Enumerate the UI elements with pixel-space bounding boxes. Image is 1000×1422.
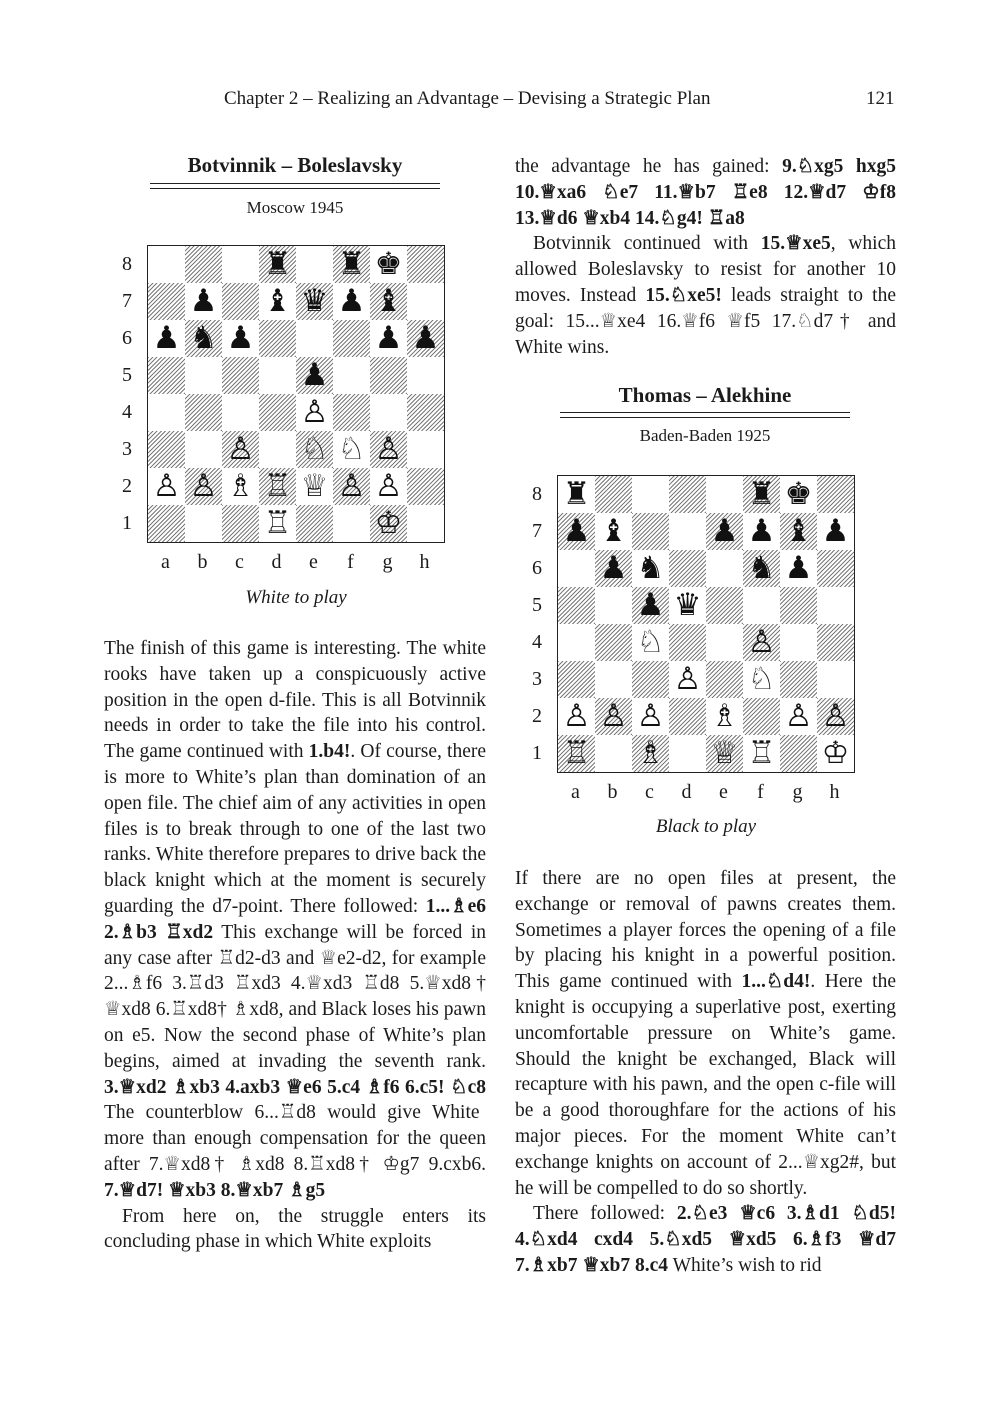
square-g5 — [780, 587, 817, 624]
text-run: There followed: — [533, 1203, 677, 1225]
rank-label: 6 — [122, 327, 132, 349]
piece-glyph: ♟ — [784, 550, 813, 586]
square-b3 — [595, 661, 632, 698]
move-notation: 3.♕xd2 ♗xb3 4.axb3 ♕e6 5.c4 ♗f6 6.c5! ♘c8 — [104, 1076, 486, 1098]
piece-d7 — [259, 283, 296, 320]
piece-g6 — [780, 550, 817, 587]
square-d8 — [669, 476, 706, 513]
square-c4 — [222, 394, 259, 431]
square-a1 — [148, 505, 185, 542]
file-label: f — [347, 551, 354, 573]
file-label: a — [161, 551, 170, 573]
square-d5 — [259, 357, 296, 394]
piece-h2 — [817, 698, 854, 735]
file-label: d — [681, 781, 692, 803]
piece-f7 — [333, 283, 370, 320]
piece-a7 — [558, 513, 595, 550]
piece-a8 — [558, 476, 595, 513]
piece-glyph: ♖ — [562, 735, 591, 771]
file-label: c — [235, 551, 244, 573]
piece-glyph: ♛ — [673, 587, 702, 623]
piece-glyph: ♗ — [636, 735, 665, 771]
piece-b7 — [595, 513, 632, 550]
rank-label: 3 — [532, 668, 542, 690]
square-c5 — [222, 357, 259, 394]
square-c8 — [222, 246, 259, 283]
text-run: This exchange will be forced in any case after ♖d2-d3 and ♕e2-d2, for example 2...♗f6 3.♖d3 ♖xd3 4.♕xd3 ♖d8 5.♕xd8† ♕xd8 6.♖xd8† ♗xd8, and Black loses his pawn on e5. Now the second phase of White’s plan begins, aimed at invading the seventh rank. — [104, 921, 486, 1072]
square-a4 — [558, 624, 595, 661]
square-b1 — [185, 505, 222, 542]
piece-e7 — [296, 283, 333, 320]
piece-glyph: ♙ — [636, 698, 665, 734]
square-h2 — [407, 468, 444, 505]
square-f6 — [333, 320, 370, 357]
text-run: the advantage he has gained: — [515, 156, 783, 177]
piece-glyph: ♖ — [263, 468, 292, 504]
piece-glyph: ♝ — [599, 513, 628, 549]
piece-e4 — [296, 394, 333, 431]
square-a5 — [148, 357, 185, 394]
square-a5 — [558, 587, 595, 624]
right-paragraph-0 — [515, 154, 896, 231]
piece-glyph: ♟ — [189, 283, 218, 319]
move-notation: 15.♘xe5! — [645, 284, 722, 306]
square-h8 — [817, 476, 854, 513]
right-column-top — [515, 154, 896, 360]
game1-event: Moscow 1945 — [246, 198, 344, 217]
piece-glyph: ♙ — [747, 624, 776, 660]
piece-f7 — [743, 513, 780, 550]
square-e6 — [296, 320, 333, 357]
piece-glyph: ♗ — [226, 468, 255, 504]
game2-title: Thomas – Alekhine — [618, 383, 792, 407]
rank-label: 2 — [122, 475, 132, 497]
piece-glyph: ♜ — [562, 476, 591, 512]
square-b8 — [595, 476, 632, 513]
text-run: From here on, the struggle enters its concluding phase in which White exploits — [104, 1205, 486, 1253]
square-e8 — [706, 476, 743, 513]
piece-glyph: ♖ — [747, 735, 776, 771]
square-f1 — [333, 505, 370, 542]
game2-rule-top — [560, 412, 850, 413]
piece-b6 — [595, 550, 632, 587]
game1-rule-bottom — [150, 188, 440, 189]
piece-c2 — [632, 698, 669, 735]
piece-glyph: ♙ — [300, 394, 329, 430]
piece-glyph: ♟ — [152, 320, 181, 356]
square-h4 — [407, 394, 444, 431]
square-c8 — [632, 476, 669, 513]
game2-event: Baden-Baden 1925 — [639, 426, 771, 445]
text-run: If there are no open files at present, the exchange or removal of pawns creates them. Sometimes a player forces the opening of a file by placing his knight in a powerful position. This game continued with — [515, 868, 896, 993]
piece-glyph: ♔ — [374, 505, 403, 541]
piece-glyph: ♙ — [673, 661, 702, 697]
piece-glyph: ♘ — [747, 661, 776, 697]
rank-label: 7 — [532, 520, 542, 542]
piece-glyph: ♜ — [263, 246, 292, 282]
piece-g6 — [370, 320, 407, 357]
piece-glyph: ♞ — [747, 550, 776, 586]
piece-glyph: ♟ — [374, 320, 403, 356]
file-label: a — [571, 781, 580, 803]
piece-glyph: ♟ — [226, 320, 255, 356]
rank-label: 5 — [122, 364, 132, 386]
file-label: c — [645, 781, 654, 803]
piece-e2 — [296, 468, 333, 505]
square-c3 — [632, 661, 669, 698]
piece-f8 — [333, 246, 370, 283]
square-a3 — [148, 431, 185, 468]
square-d4 — [259, 394, 296, 431]
piece-e5 — [296, 357, 333, 394]
square-d3 — [259, 431, 296, 468]
piece-d1 — [259, 505, 296, 542]
piece-h6 — [407, 320, 444, 357]
chess-diagram-game1 — [147, 245, 445, 543]
square-b4 — [595, 624, 632, 661]
piece-glyph: ♗ — [710, 698, 739, 734]
square-h8 — [407, 246, 444, 283]
square-e8 — [296, 246, 333, 283]
piece-glyph: ♙ — [374, 431, 403, 467]
left-column — [104, 636, 486, 1255]
piece-f8 — [743, 476, 780, 513]
piece-glyph: ♙ — [152, 468, 181, 504]
square-f5 — [743, 587, 780, 624]
piece-f2 — [333, 468, 370, 505]
square-g5 — [370, 357, 407, 394]
piece-glyph: ♟ — [636, 587, 665, 623]
rank-label: 1 — [532, 742, 542, 764]
piece-glyph: ♟ — [337, 283, 366, 319]
file-label: b — [197, 551, 208, 573]
square-h7 — [407, 283, 444, 320]
file-label: g — [792, 781, 803, 803]
piece-f1 — [743, 735, 780, 772]
right-paragraph-3 — [515, 1201, 896, 1278]
game1-caption: White to play — [245, 587, 347, 608]
move-notation: 2.♘e3 ♕c6 3.♗d1 ♘d5! 4.♘xd4 cxd4 5.♘xd5 ♕xd5 6.♗f3 ♕d7 7.♗xb7 ♕xb7 8.c4 — [515, 1203, 897, 1276]
move-notation: 1...♗e6 2.♗b3 ♖xd2 — [104, 895, 486, 943]
piece-g2 — [370, 468, 407, 505]
piece-f4 — [743, 624, 780, 661]
piece-c6 — [632, 550, 669, 587]
right-column-bottom — [515, 866, 896, 1279]
file-label: e — [719, 781, 728, 803]
chess-diagram-game2 — [557, 475, 855, 773]
square-g4 — [780, 624, 817, 661]
piece-a2 — [558, 698, 595, 735]
piece-e2 — [706, 698, 743, 735]
text-run: The counterblow 6...♖d8 would give White more than enough compensation for the queen after 7.♕xd8† ♗xd8 8.♖xd8† ♔g7 9.cxb6. — [104, 1102, 486, 1175]
file-label: h — [829, 781, 840, 803]
square-e5 — [706, 587, 743, 624]
square-a4 — [148, 394, 185, 431]
piece-c5 — [632, 587, 669, 624]
square-a3 — [558, 661, 595, 698]
piece-g2 — [780, 698, 817, 735]
square-b3 — [185, 431, 222, 468]
game1-title: Botvinnik – Boleslavsky — [187, 153, 403, 177]
text-run: , which allowed Boleslavsky to resist for another 10 moves. Instead — [515, 233, 896, 306]
piece-b2 — [185, 468, 222, 505]
piece-h7 — [817, 513, 854, 550]
file-label: b — [607, 781, 618, 803]
square-h3 — [407, 431, 444, 468]
piece-glyph: ♕ — [300, 468, 329, 504]
move-notation: 1.b4! — [308, 741, 351, 763]
piece-glyph: ♘ — [636, 624, 665, 660]
file-label: g — [382, 551, 393, 573]
text-run: Botvinnik continued with — [533, 233, 761, 255]
piece-g8 — [370, 246, 407, 283]
square-h5 — [407, 357, 444, 394]
text-run: The finish of this game is interesting. The white rooks have taken up a conspicuously active position in the open d-file. This is all Botvinnik needs in order to take the file into his control. The game continued with — [104, 638, 486, 763]
piece-glyph: ♚ — [784, 476, 813, 512]
piece-c4 — [632, 624, 669, 661]
piece-g1 — [370, 505, 407, 542]
square-b1 — [595, 735, 632, 772]
game1-rule-top — [150, 183, 440, 184]
rank-label: 2 — [532, 705, 542, 727]
running-header: Chapter 2 – Realizing an Advantage – Devising a Strategic Plan — [224, 88, 711, 109]
piece-glyph: ♙ — [562, 698, 591, 734]
text-run: White’s wish to rid — [668, 1254, 822, 1276]
piece-b2 — [595, 698, 632, 735]
square-e4 — [706, 624, 743, 661]
piece-glyph: ♘ — [337, 431, 366, 467]
square-a8 — [148, 246, 185, 283]
move-notation: 1...♘d4! — [741, 971, 811, 993]
rank-label: 7 — [122, 290, 132, 312]
rank-label: 5 — [532, 594, 542, 616]
text-run: . Here the knight is occupying a superlative post, exerting uncomfortable pressure on White’s game. Should the knight be exchanged, Black will recapture with his pawn, and the open c-file will be a good thoroughfare for the actions of his major pieces. For the moment White can’t exchange knights on account of 2...♕xg2#, but he will be compelled to do so shortly. — [515, 971, 896, 1199]
game2-rule-bottom — [560, 417, 850, 418]
square-h6 — [817, 550, 854, 587]
text-run: . Of course, there is more to White’s plan than domination of an open file. The chief aim of any activities in open files is to break through to one of the last two ranks. White therefore prepares to drive back the black knight which at the moment is securely guarding the d7-point. There followed: — [104, 741, 486, 917]
square-d6 — [259, 320, 296, 357]
rank-label: 6 — [532, 557, 542, 579]
square-g1 — [780, 735, 817, 772]
piece-e7 — [706, 513, 743, 550]
square-g4 — [370, 394, 407, 431]
piece-glyph: ♙ — [226, 431, 255, 467]
piece-g7 — [370, 283, 407, 320]
piece-glyph: ♝ — [374, 283, 403, 319]
square-f5 — [333, 357, 370, 394]
piece-glyph: ♔ — [821, 735, 850, 771]
square-d2 — [669, 698, 706, 735]
rank-label: 4 — [532, 631, 542, 653]
square-d4 — [669, 624, 706, 661]
piece-c2 — [222, 468, 259, 505]
piece-b6 — [185, 320, 222, 357]
square-g3 — [780, 661, 817, 698]
piece-glyph: ♛ — [300, 283, 329, 319]
square-d7 — [669, 513, 706, 550]
square-c7 — [222, 283, 259, 320]
piece-f6 — [743, 550, 780, 587]
right-paragraph-1 — [515, 231, 896, 360]
piece-h1 — [817, 735, 854, 772]
piece-glyph: ♙ — [821, 698, 850, 734]
piece-glyph: ♞ — [636, 550, 665, 586]
rank-label: 8 — [122, 253, 132, 275]
square-b5 — [185, 357, 222, 394]
piece-glyph: ♙ — [189, 468, 218, 504]
file-label: h — [419, 551, 430, 573]
file-label: e — [309, 551, 318, 573]
square-a7 — [148, 283, 185, 320]
piece-d8 — [259, 246, 296, 283]
file-label: f — [757, 781, 764, 803]
piece-e1 — [706, 735, 743, 772]
square-c1 — [222, 505, 259, 542]
file-label: d — [271, 551, 282, 573]
piece-glyph: ♙ — [784, 698, 813, 734]
square-h5 — [817, 587, 854, 624]
square-h3 — [817, 661, 854, 698]
right-paragraph-2 — [515, 866, 896, 1201]
move-notation: 7.♕d7! ♕xb3 8.♕xb7 ♗g5 — [104, 1179, 326, 1201]
piece-a6 — [148, 320, 185, 357]
piece-g7 — [780, 513, 817, 550]
piece-glyph: ♕ — [710, 735, 739, 771]
piece-c1 — [632, 735, 669, 772]
page-number: 121 — [866, 88, 895, 109]
piece-glyph: ♟ — [821, 513, 850, 549]
square-e3 — [706, 661, 743, 698]
square-e1 — [296, 505, 333, 542]
piece-glyph: ♟ — [747, 513, 776, 549]
piece-glyph: ♟ — [300, 357, 329, 393]
square-a6 — [558, 550, 595, 587]
rank-label: 8 — [532, 483, 542, 505]
piece-d3 — [669, 661, 706, 698]
piece-b7 — [185, 283, 222, 320]
square-e6 — [706, 550, 743, 587]
piece-glyph: ♙ — [337, 468, 366, 504]
piece-c3 — [222, 431, 259, 468]
square-h4 — [817, 624, 854, 661]
piece-g3 — [370, 431, 407, 468]
square-b8 — [185, 246, 222, 283]
piece-glyph: ♟ — [710, 513, 739, 549]
left-paragraph-1 — [104, 636, 486, 1204]
piece-d2 — [259, 468, 296, 505]
piece-glyph: ♖ — [263, 505, 292, 541]
piece-g8 — [780, 476, 817, 513]
square-d6 — [669, 550, 706, 587]
piece-glyph: ♟ — [562, 513, 591, 549]
piece-a1 — [558, 735, 595, 772]
piece-glyph: ♚ — [374, 246, 403, 282]
piece-glyph: ♝ — [784, 513, 813, 549]
square-d1 — [669, 735, 706, 772]
piece-glyph: ♞ — [189, 320, 218, 356]
square-c7 — [632, 513, 669, 550]
move-notation: 15.♕xe5 — [760, 233, 831, 255]
piece-d5 — [669, 587, 706, 624]
move-notation: 9.♘xg5 hxg5 10.♕xa6 ♘e7 11.♕b7 ♖e8 12.♕d7 ♔f8 13.♕d6 ♕xb4 14.♘g4! ♖a8 — [515, 156, 897, 229]
square-b5 — [595, 587, 632, 624]
piece-glyph: ♜ — [337, 246, 366, 282]
piece-glyph: ♙ — [374, 468, 403, 504]
piece-glyph: ♟ — [599, 550, 628, 586]
piece-glyph: ♝ — [263, 283, 292, 319]
piece-f3 — [333, 431, 370, 468]
square-f4 — [333, 394, 370, 431]
piece-glyph: ♟ — [411, 320, 440, 356]
square-h1 — [407, 505, 444, 542]
piece-f3 — [743, 661, 780, 698]
rank-label: 3 — [122, 438, 132, 460]
piece-c6 — [222, 320, 259, 357]
piece-a2 — [148, 468, 185, 505]
text-run: leads straight to the goal: 15...♕xe4 16.♕f6 ♕f5 17.♘d7† and White wins. — [515, 284, 896, 358]
rank-label: 4 — [122, 401, 132, 423]
game2-caption: Black to play — [655, 816, 757, 837]
left-paragraph-2 — [104, 1204, 486, 1256]
square-b4 — [185, 394, 222, 431]
piece-glyph: ♜ — [747, 476, 776, 512]
rank-label: 1 — [122, 512, 132, 534]
piece-glyph: ♘ — [300, 431, 329, 467]
piece-e3 — [296, 431, 333, 468]
square-f2 — [743, 698, 780, 735]
piece-glyph: ♙ — [599, 698, 628, 734]
